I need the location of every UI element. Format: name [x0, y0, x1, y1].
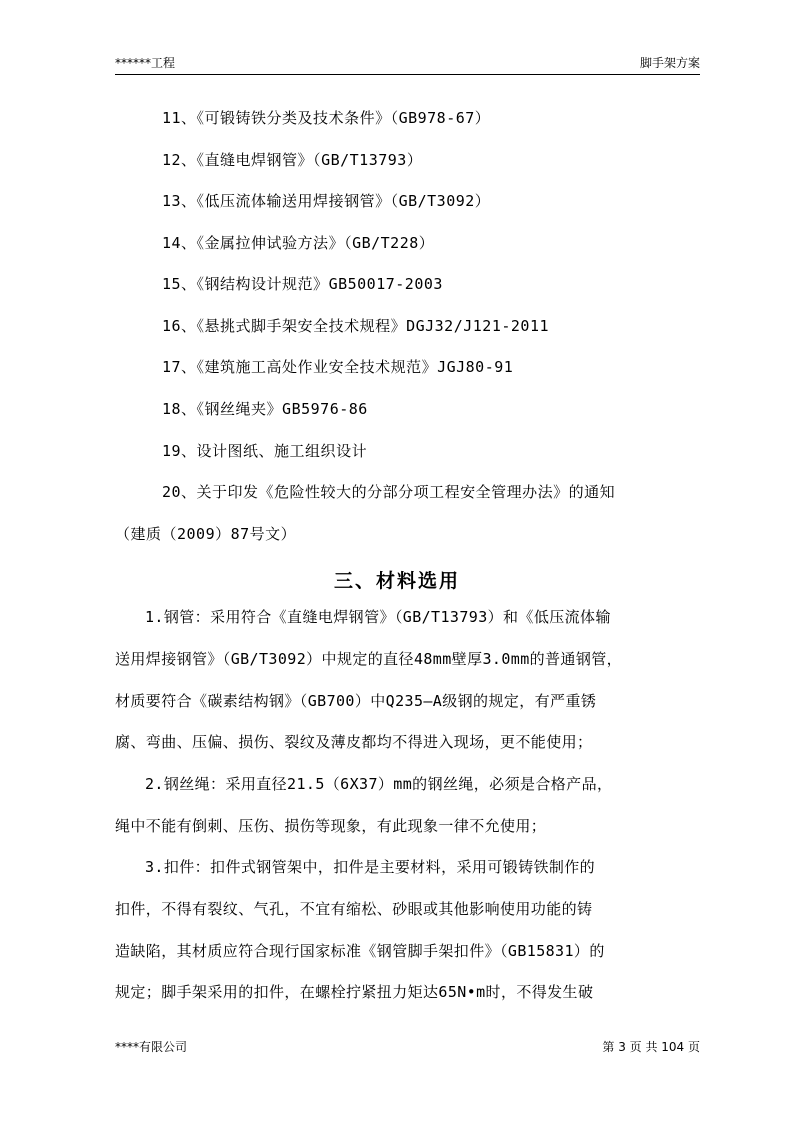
header-document-title: 脚手架方案 [639, 56, 700, 70]
page-footer [115, 1040, 700, 1056]
reference-item-16: 16、《悬挑式脚手架安全技术规程》DGJ32/J121-2011 [162, 317, 550, 335]
footer-page-number: 第 3 页 共 104 页 [602, 1040, 700, 1054]
reference-item-15: 15、《钢结构设计规范》GB50017-2003 [162, 275, 443, 293]
paragraph-wire-rope-line-2: 绳中不能有倒刺、压伤、损伤等现象，有此现象一律不允使用； [115, 817, 547, 835]
reference-item-17: 17、《建筑施工高处作业安全技术规范》JGJ80-91 [162, 358, 514, 376]
reference-item-11: 11、《可锻铸铁分类及技术条件》（GB978-67） [162, 109, 491, 127]
reference-item-14: 14、《金属拉伸试验方法》（GB/T228） [162, 234, 435, 252]
reference-item-19: 19、设计图纸、施工组织设计 [162, 442, 368, 460]
paragraph-wire-rope-line-1: 2.钢丝绳：采用直径21.5（6X37）mm的钢丝绳，必须是合格产品， [145, 775, 613, 793]
footer-company-name: ****有限公司 [115, 1040, 188, 1054]
reference-item-13: 13、《低压流体输送用焊接钢管》（GB/T3092） [162, 192, 491, 210]
reference-item-20-continuation: （建质（2009）87号文） [115, 525, 297, 543]
paragraph-fastener-line-3: 造缺陷，其材质应符合现行国家标准《钢管脚手架扣件》（GB15831）的 [115, 942, 605, 960]
paragraph-steel-pipe-line-4: 腐、弯曲、压偏、损伤、裂纹及薄皮都均不得进入现场，更不能使用； [115, 733, 593, 751]
paragraph-fastener-line-4: 规定；脚手架采用的扣件，在螺栓拧紧扭力矩达65N•m时，不得发生破 [115, 983, 594, 1001]
paragraph-fastener-line-2: 扣件，不得有裂纹、气孔，不宜有缩松、砂眼或其他影响使用功能的铸 [115, 900, 593, 918]
paragraph-steel-pipe-line-1: 1.钢管：采用符合《直缝电焊钢管》（GB/T13793）和《低压流体输 [145, 608, 611, 626]
paragraph-fastener-line-1: 3.扣件：扣件式钢管架中，扣件是主要材料，采用可锻铸铁制作的 [145, 858, 596, 876]
header-project-name: ******工程 [115, 56, 176, 70]
reference-item-12: 12、《直缝电焊钢管》（GB/T13793） [162, 151, 423, 169]
reference-item-18: 18、《钢丝绳夹》GB5976-86 [162, 400, 368, 418]
paragraph-steel-pipe-line-3: 材质要符合《碳素结构钢》（GB700）中Q235—A级钢的规定，有严重锈 [115, 692, 597, 710]
reference-item-20: 20、关于印发《危险性较大的分部分项工程安全管理办法》的通知 [162, 483, 616, 501]
page-header [115, 56, 700, 75]
section-title: 三、材料选用 [333, 570, 460, 592]
paragraph-steel-pipe-line-2: 送用焊接钢管》（GB/T3092）中规定的直径48mm壁厚3.0mm的普通钢管， [115, 650, 623, 668]
